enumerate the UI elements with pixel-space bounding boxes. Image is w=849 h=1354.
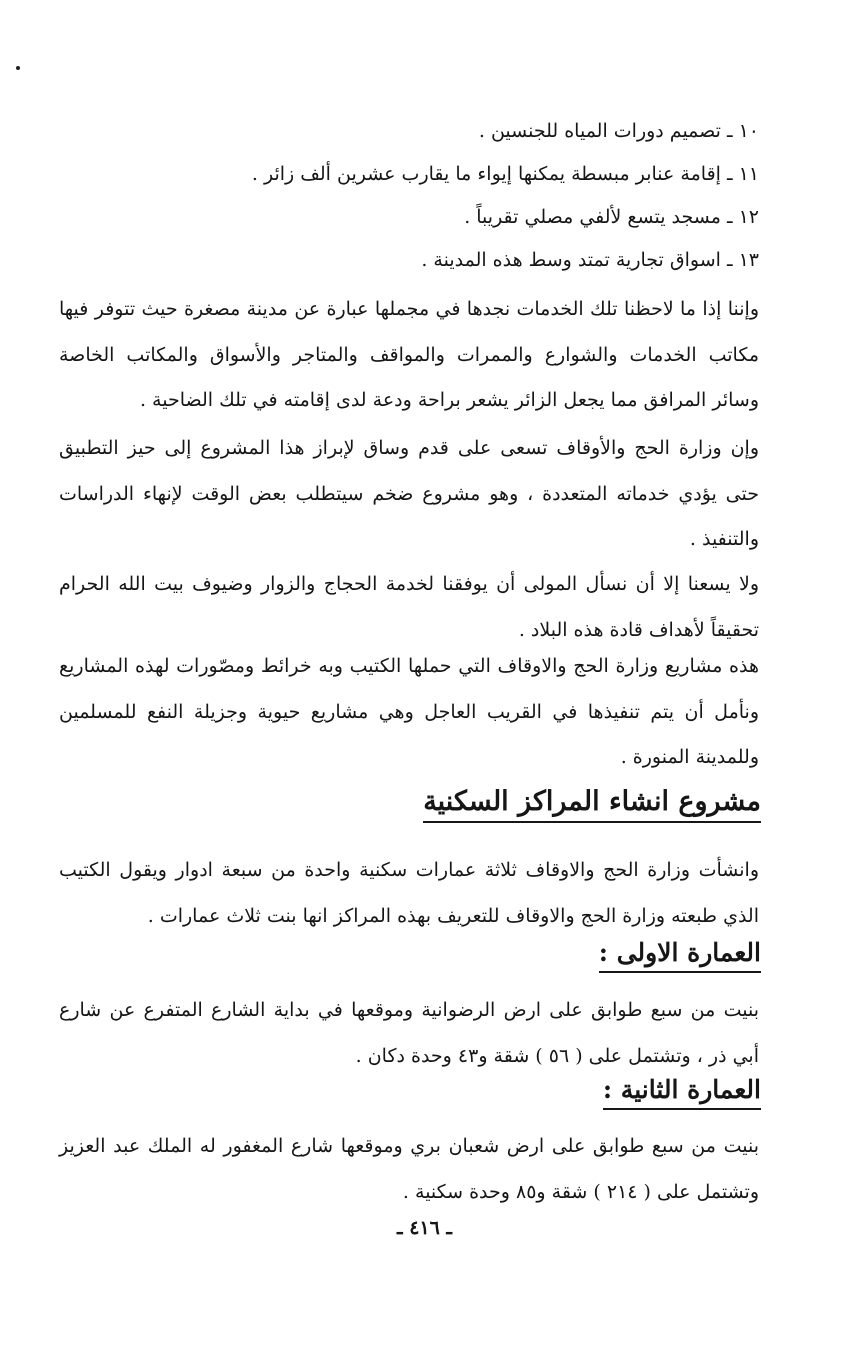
- scan-speck: [16, 66, 20, 70]
- list-item: ١٣ ـ اسواق تجارية تمتد وسط هذه المدينة .: [421, 249, 759, 271]
- subheading-building-2-text: العمارة الثانية :: [603, 1075, 761, 1110]
- paragraph-building-2: بنيت من سبع طوابق على ارض شعبان بري وموقعها شارع المغفور له الملك عبد العزيز وتشتمل على ( ٢١٤ ) شقة و٨٥ وحدة سكنية .: [59, 1135, 759, 1203]
- subheading-building-2: [603, 1075, 761, 1110]
- paragraph-building-1: بنيت من سبع طوابق على ارض الرضوانية وموقعها في بداية الشارع المتفرع عن شارع أبي ذر ، وتشتمل على ( ٥٦ ) شقة و٤٣ وحدة دكان .: [59, 999, 759, 1067]
- paragraph-projects-booklet: هذه مشاريع وزارة الحج والاوقاف التي حملها الكتيب وبه خرائط ومصّورات لهذه المشاريع ونأمل أن يتم تنفيذها في القريب العاجل وهي مشاريع حيوية وجزيلة النفع للمسلمين وللمدينة المنورة .: [59, 655, 759, 768]
- list-item: ١٢ ـ مسجد يتسع لألفي مصلي تقريباً .: [464, 206, 759, 228]
- section-heading: [423, 786, 761, 823]
- paragraph-services-summary: وإننا إذا ما لاحظنا تلك الخدمات نجدها في مجملها عبارة عن مدينة مصغرة حيث تتوفر فيها مكاتب الخدمات والشوارع والممرات والمواقف والمتاجر والأسواق والمكاتب الخاصة وسائر المرافق مما يجعل الزائر يشعر براحة ودعة لدى إقامته في تلك الضاحية .: [59, 298, 759, 411]
- list-item: ١١ ـ إقامة عنابر مبسطة يمكنها إيواء ما يقارب عشرين ألف زائر .: [251, 163, 759, 185]
- paragraph-ministry-efforts: وإن وزارة الحج والأوقاف تسعى على قدم وساق لإبراز هذا المشروع إلى حيز التطبيق حتى يؤدي خدماته المتعددة ، وهو مشروع ضخم سيتطلب بعض الوقت لإنهاء الدراسات والتنفيذ .: [59, 437, 759, 550]
- section-heading-text: مشروع انشاء المراكز السكنية: [423, 786, 761, 823]
- paragraph-residential-intro: وانشأت وزارة الحج والاوقاف ثلاثة عمارات سكنية واحدة من سبعة ادوار ويقول الكتيب الذي طبعته وزارة الحج والاوقاف للتعريف بهذه المراكز انها بنت ثلاث عمارات .: [59, 859, 759, 927]
- paragraph-prayer: ولا يسعنا إلا أن نسأل المولى أن يوفقنا لخدمة الحجاج والزوار وضيوف بيت الله الحرام تحقيقاً لأهداف قادة هذه البلاد .: [59, 573, 759, 641]
- numbered-list: [59, 110, 759, 282]
- subheading-building-1: [599, 938, 761, 973]
- subheading-building-1-text: العمارة الاولى :: [599, 938, 761, 973]
- list-item: ١٠ ـ تصميم دورات المياه للجنسين .: [478, 120, 759, 142]
- page-number: ـ ٤١٦ ـ: [397, 1217, 452, 1239]
